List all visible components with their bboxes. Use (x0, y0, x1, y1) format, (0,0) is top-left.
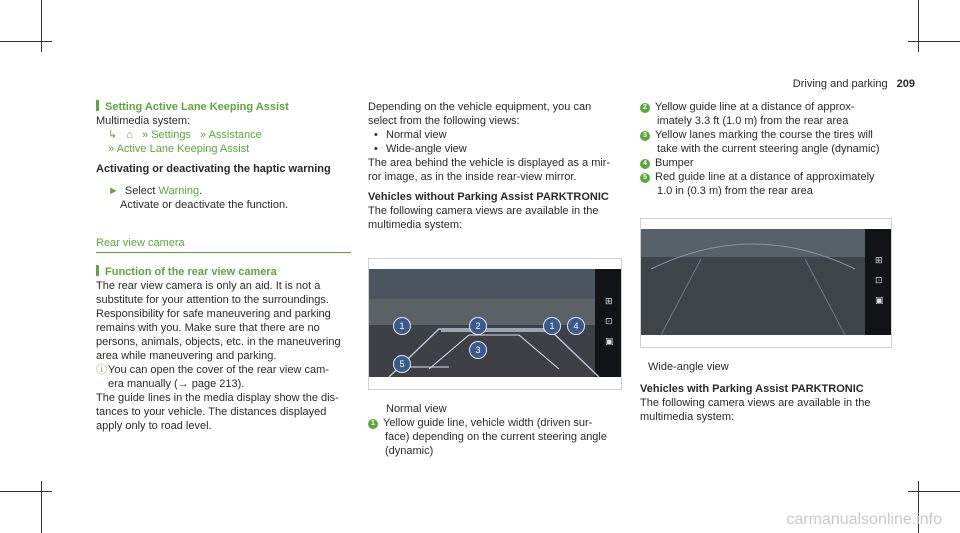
text-line: select from the following views: (368, 115, 520, 127)
legend-item-2 (640, 100, 895, 128)
normal-view-caption: Normal view (386, 403, 447, 415)
text-line: apply only to road level. (96, 420, 212, 432)
callout-1b: 1 (543, 317, 561, 335)
text-line: Red guide line at a distance of approximately (655, 171, 875, 183)
section-heading: Setting Active Lane Keeping Assist (96, 100, 351, 114)
column-2 (368, 100, 623, 232)
page-number: 209 (896, 78, 915, 90)
text-line: imately 3.3 ft (1.0 m) from the rear area (657, 115, 849, 127)
callout-3: 3 (469, 341, 487, 359)
text-line: The area behind the vehicle is displayed as a mir- (368, 157, 611, 169)
step-line-2: Activate or deactivate the function. (120, 199, 289, 211)
camera-scene (641, 229, 891, 335)
crop-mark (908, 41, 960, 42)
menu-path (96, 128, 351, 142)
heading-marker (96, 265, 99, 276)
chevron-icon: » (142, 129, 149, 141)
text-line: Responsibility for safe maneuvering and parking (96, 308, 331, 320)
column-1 (96, 100, 351, 433)
camera-image (641, 229, 891, 335)
text-line: The rear view camera is only an aid. It is not a (96, 280, 321, 292)
running-header (793, 77, 915, 91)
home-icon: ⌂ (126, 129, 133, 141)
subheading: Vehicles without Parking Assist PARKTRONIC (368, 191, 609, 203)
arrow-icon: ↳ (108, 129, 118, 141)
legend-number: 1 (368, 419, 378, 429)
info-icon: ⓘ (96, 364, 107, 376)
crop-mark (41, 0, 42, 52)
text-line: take with the current steering angle (dynamic) (657, 143, 880, 155)
text-line: ror image, as in the inside rear-view mirror. (368, 171, 577, 183)
text-line: You can open the cover of the rear view cam- (108, 364, 329, 376)
text-line: Yellow guide line, vehicle width (driven sur- (383, 417, 593, 429)
menu-settings: Settings (151, 129, 191, 141)
subheading: Vehicles with Parking Assist PARKTRONIC (640, 383, 864, 395)
function-heading: Function of the rear view camera (96, 265, 351, 279)
text-line: 1.0 in (0.3 m) from the rear area (657, 185, 813, 197)
text-line: multimedia system: (640, 411, 735, 423)
text-line: Depending on the vehicle equipment, you can (368, 101, 592, 113)
legend-item-1 (368, 416, 623, 458)
legend-item-3 (640, 128, 895, 156)
menu-active-lane: Active Lane Keeping Assist (116, 143, 250, 155)
car-icon: ▣ (875, 296, 884, 306)
crop-mark (0, 41, 52, 42)
column-3-lower (640, 382, 895, 424)
column-3 (640, 100, 895, 198)
parking-icon: ⊡ (875, 276, 883, 286)
rear-view-heading: Rear view camera (96, 236, 351, 253)
text-line: tances to your vehicle. The distances displayed (96, 406, 327, 418)
chevron-icon: » (108, 143, 115, 155)
text-line: persons, animals, objects, etc. in the maneuvering (96, 336, 341, 348)
camera-icon: ⊞ (875, 256, 883, 266)
text-line: era manually (→ page 213). (108, 378, 245, 390)
callout-1: 1 (393, 317, 411, 335)
warning-link: Warning (158, 185, 200, 197)
callout-4: 4 (567, 317, 585, 335)
heading-marker (96, 100, 99, 111)
text-line: The guide lines in the media display show the dis- (96, 392, 339, 404)
watermark: carmanualsonline.info (786, 511, 942, 528)
text-line: face) depending on the current steering angle (385, 431, 607, 443)
parking-icon: ⊡ (605, 317, 613, 327)
menu-assistance: Assistance (208, 129, 262, 141)
menu-path-intro: Multimedia system: (96, 115, 191, 127)
text-line: The following camera views are available in the (640, 397, 871, 409)
text-line: Yellow guide line at a distance of approx- (655, 101, 855, 113)
camera-image (369, 269, 621, 377)
legend-item-4 (640, 156, 895, 170)
legend-number: 3 (640, 131, 650, 141)
text-line: (dynamic) (385, 445, 434, 457)
bullet-item: • Normal view (368, 128, 623, 142)
legend-number: 5 (640, 173, 650, 183)
callout-2: 2 (469, 317, 487, 335)
car-icon: ▣ (605, 337, 614, 347)
text-line: remains with you. Make sure that there are no (96, 322, 320, 334)
text-line: The following camera views are available in the (368, 205, 599, 217)
subheading: Activating or deactivating the haptic warning (96, 163, 331, 175)
warning-paragraph (96, 279, 351, 363)
wide-angle-figure (640, 218, 892, 348)
camera-icon: ⊞ (605, 297, 613, 307)
normal-view-figure (368, 258, 622, 390)
note (96, 363, 351, 391)
menu-path-2 (96, 142, 351, 156)
crop-mark (0, 491, 52, 492)
section-title: Driving and parking (792, 78, 888, 90)
step-arrow-icon: ► (108, 185, 119, 197)
text-line: area while maneuvering and parking. (96, 350, 277, 362)
chevron-icon: » (200, 129, 207, 141)
legend-number: 4 (640, 159, 650, 169)
legend-item-5 (640, 170, 895, 198)
text-line: substitute for your attention to the surroundings. (96, 294, 329, 306)
callout-5: 5 (393, 355, 411, 373)
step: ► Select Warning. (108, 185, 203, 197)
crop-mark (918, 0, 919, 52)
legend-number: 2 (640, 103, 650, 113)
text-line: Yellow lanes marking the course the tires will (655, 129, 873, 141)
bullet-item: • Wide-angle view (368, 142, 623, 156)
wide-angle-caption: Wide-angle view (648, 361, 729, 373)
text-line: multimedia system: (368, 219, 463, 231)
crop-mark (41, 481, 42, 533)
text-line: Bumper (655, 157, 694, 169)
guide-paragraph (96, 391, 351, 433)
crop-mark (908, 491, 960, 492)
